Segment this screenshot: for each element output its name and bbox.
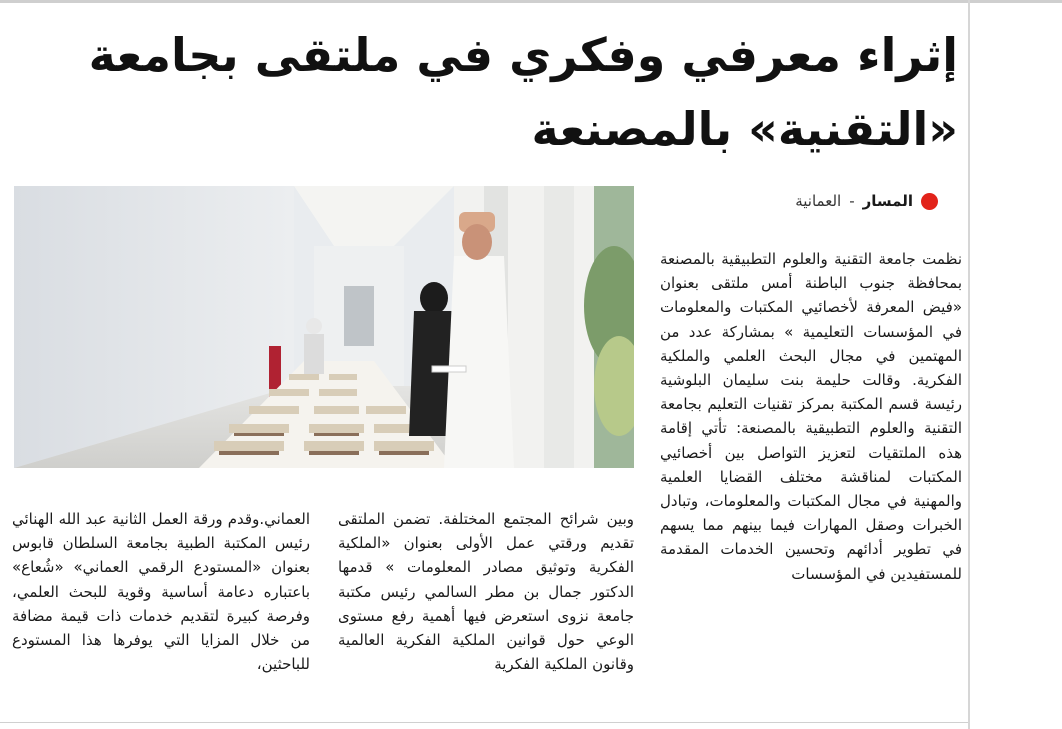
article-column-middle <box>338 507 634 676</box>
byline-source: العمانية <box>795 192 842 210</box>
bottom-rule <box>0 722 968 723</box>
photo-icon <box>14 186 634 468</box>
column-middle-text: وبين شرائح المجتمع المختلفة. تضمن الملتقى تقديم ورقتي عمل الأولى بعنوان «الملكية الفكرية وتوثيق مصادر المعلومات » قدمها الدكتور جمال بن مطر السالمي رئيس مكتبة جامعة نزوى استعرض فيها أهمية رفع مستوى الوعي حول قوانين الملكية الفكرية العالمية وقانون الملكية الفكرية <box>338 510 634 674</box>
byline-name: المسار <box>862 192 913 210</box>
article-column-left <box>12 507 310 676</box>
byline <box>795 192 938 210</box>
column-right-text: نظمت جامعة التقنية والعلوم التطبيقية بالمصنعة بمحافظة جنوب الباطنة أمس ملتقى بعنوان «فيض المعرفة لأخصائيي المكتبات والمعلومات في المؤسسات التعليمية » بمشاركة عدد من المهتمين في مجال البحث العلمي والملكية الفكرية. وقالت حليمة بنت سليمان البلوشية رئيسة قسم المكتبة بمركز تقنيات التعليم بجامعة التقنية والعلوم التطبيقية بالمصنعة: تأتي إقامة هذه الملتقيات لتعزيز التواصل بين أخصائيي المكتبات لمناقشة مختلف القضايا العلمية والمهنية في مجال المكتبات والمعلومات، وتبادل الخبرات وصقل المهارات فيما بينهم مما يسهم في تطوير أدائهم وتحسين الخدمات المقدمة للمستفيدين في المؤسسات <box>660 250 962 583</box>
top-rule <box>0 0 1062 3</box>
column-left-text: العماني.وقدم ورقة العمل الثانية عبد الله الهنائي رئيس المكتبة الطبية بجامعة السلطان قابوس بعنوان «المستودع الرقمي العماني» «شُعاع» باعتباره دعامة أساسية وقوية للبحث العلمي، وفرصة كبيرة لتقديم خدمات ذات قيمة مضافة من خلال المزايا التي يوفرها هذا المستودع للباحثين، <box>12 510 310 674</box>
article-column-right <box>660 247 962 586</box>
article-photo <box>14 186 634 468</box>
red-dot-icon <box>921 193 938 210</box>
byline-separator: - <box>849 192 855 210</box>
article-headline: إثراء معرفي وفكري في ملتقى بجامعة «التقنية» بالمصنعة <box>88 28 958 156</box>
page-edge-rule <box>968 0 970 729</box>
